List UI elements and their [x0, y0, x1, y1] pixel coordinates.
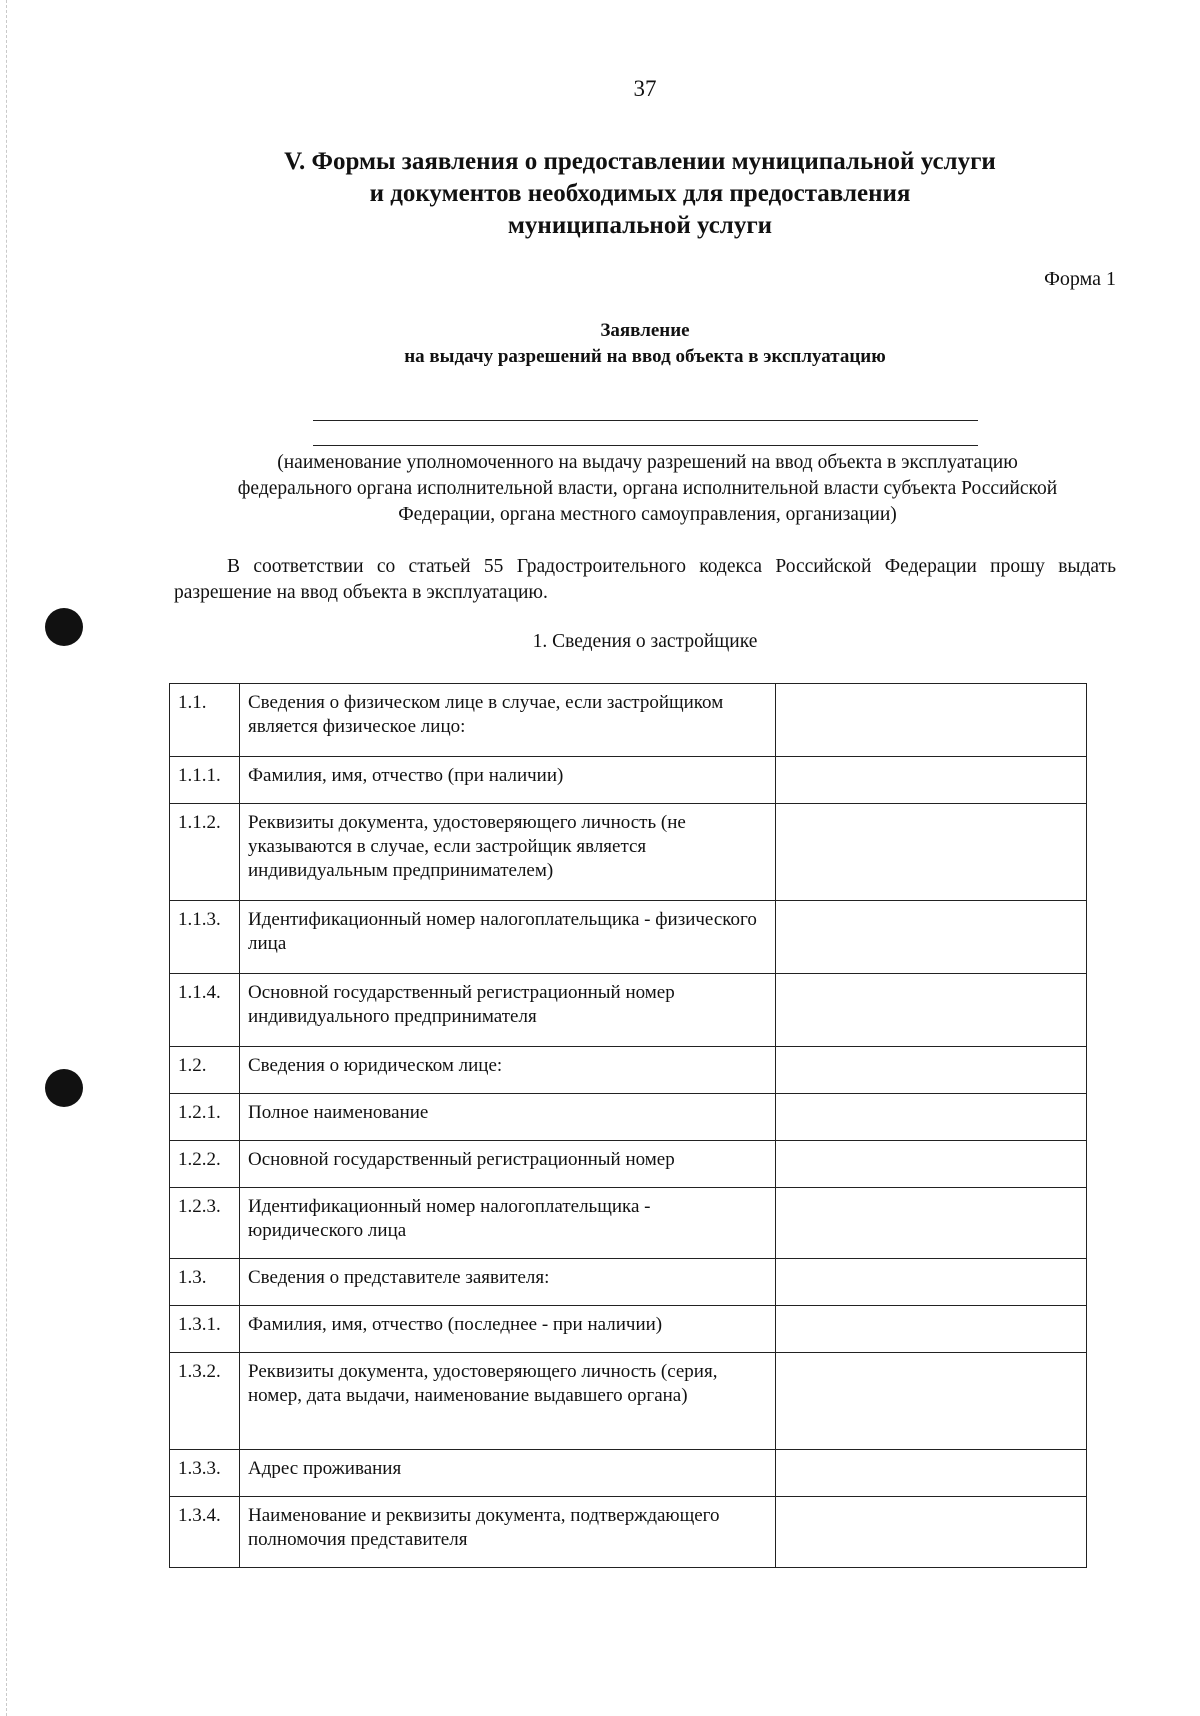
row-value-cell[interactable]: [776, 1188, 1087, 1259]
application-subheading: на выдачу разрешений на ввод объекта в эксплуатацию: [404, 346, 886, 367]
row-number: 1.1.4.: [170, 974, 240, 1047]
row-value-cell[interactable]: [776, 1047, 1087, 1094]
form-label: Форма 1: [1044, 268, 1116, 290]
subsection-title: 1. Сведения о застройщике: [532, 631, 758, 652]
caption-line: Федерации, органа местного самоуправления, организации): [398, 504, 897, 525]
page-number: 37: [633, 76, 657, 101]
row-value-cell[interactable]: [776, 974, 1087, 1047]
row-value-cell[interactable]: [776, 1497, 1087, 1568]
table-row: [170, 1259, 1087, 1306]
row-label: Сведения о юридическом лице:: [240, 1047, 776, 1094]
row-value-cell[interactable]: [776, 1141, 1087, 1188]
row-number: 1.3.2.: [170, 1353, 240, 1450]
section-title: [170, 146, 1110, 242]
row-value-cell[interactable]: [776, 684, 1087, 757]
row-value-cell[interactable]: [776, 1094, 1087, 1141]
row-number: 1.1.1.: [170, 757, 240, 804]
row-number: 1.2.2.: [170, 1141, 240, 1188]
table-row: [170, 1353, 1087, 1450]
row-value-cell[interactable]: [776, 1259, 1087, 1306]
punch-hole-icon: [45, 1069, 83, 1107]
row-number: 1.2.: [170, 1047, 240, 1094]
section-title-line: муниципальной услуги: [507, 212, 773, 239]
row-number: 1.1.2.: [170, 804, 240, 901]
row-label: Сведения о представителе заявителя:: [240, 1259, 776, 1306]
table-row: [170, 1450, 1087, 1497]
row-value-cell[interactable]: [776, 1353, 1087, 1450]
row-label: Основной государственный регистрационный номер индивидуального предпринимателя: [240, 974, 776, 1047]
row-value-cell[interactable]: [776, 1450, 1087, 1497]
row-number: 1.2.1.: [170, 1094, 240, 1141]
table-row: [170, 974, 1087, 1047]
row-number: 1.2.3.: [170, 1188, 240, 1259]
row-number: 1.3.4.: [170, 1497, 240, 1568]
table-row: [170, 757, 1087, 804]
caption-line: (наименование уполномоченного на выдачу разрешений на ввод объекта в эксплуатацию: [277, 452, 1018, 473]
row-label: Основной государственный регистрационный номер: [240, 1141, 776, 1188]
row-label: Реквизиты документа, удостоверяющего личность (не указываются в случае, если застройщик является индивидуальным предпринимателем): [240, 804, 776, 901]
table-row: [170, 1094, 1087, 1141]
application-heading: Заявление: [600, 320, 690, 341]
row-label: Фамилия, имя, отчество (последнее - при наличии): [240, 1306, 776, 1353]
section-title-line: V. Формы заявления о предоставлении муниципальной услуги: [284, 148, 996, 175]
table-row: [170, 901, 1087, 974]
table-row: [170, 684, 1087, 757]
row-number: 1.3.3.: [170, 1450, 240, 1497]
row-number: 1.3.1.: [170, 1306, 240, 1353]
table-row: [170, 804, 1087, 901]
margin-rule: [0, 0, 7, 1716]
row-label: Идентификационный номер налогоплательщика - физического лица: [240, 901, 776, 974]
request-paragraph: В соответствии со статьей 55 Градостроительного кодекса Российской Федерации прошу выдать разрешение на ввод объекта в эксплуатацию.: [174, 556, 1116, 603]
row-label: Идентификационный номер налогоплательщика - юридического лица: [240, 1188, 776, 1259]
table-row: [170, 1047, 1087, 1094]
row-label: Сведения о физическом лице в случае, если застройщиком является физическое лицо:: [240, 684, 776, 757]
row-label: Наименование и реквизиты документа, подтверждающего полномочия представителя: [240, 1497, 776, 1568]
authority-fill-line[interactable]: [313, 445, 978, 446]
row-value-cell[interactable]: [776, 901, 1087, 974]
application-title: [330, 318, 960, 370]
authority-fill-line[interactable]: [313, 420, 978, 421]
applicant-table: [169, 683, 1087, 1568]
row-number: 1.1.: [170, 684, 240, 757]
row-value-cell[interactable]: [776, 757, 1087, 804]
table-row: [170, 1306, 1087, 1353]
table-row: [170, 1141, 1087, 1188]
table-row: [170, 1188, 1087, 1259]
authority-caption: [170, 450, 1125, 528]
row-label: Фамилия, имя, отчество (при наличии): [240, 757, 776, 804]
row-label: Полное наименование: [240, 1094, 776, 1141]
section-title-line: и документов необходимых для предоставления: [369, 180, 911, 207]
row-label: Реквизиты документа, удостоверяющего личность (серия, номер, дата выдачи, наименование выдавшего органа): [240, 1353, 776, 1450]
caption-line: федерального органа исполнительной власти, органа исполнительной власти субъекта Российской: [237, 478, 1058, 499]
row-number: 1.1.3.: [170, 901, 240, 974]
table-row: [170, 1497, 1087, 1568]
row-value-cell[interactable]: [776, 1306, 1087, 1353]
row-value-cell[interactable]: [776, 804, 1087, 901]
row-label: Адрес проживания: [240, 1450, 776, 1497]
row-number: 1.3.: [170, 1259, 240, 1306]
